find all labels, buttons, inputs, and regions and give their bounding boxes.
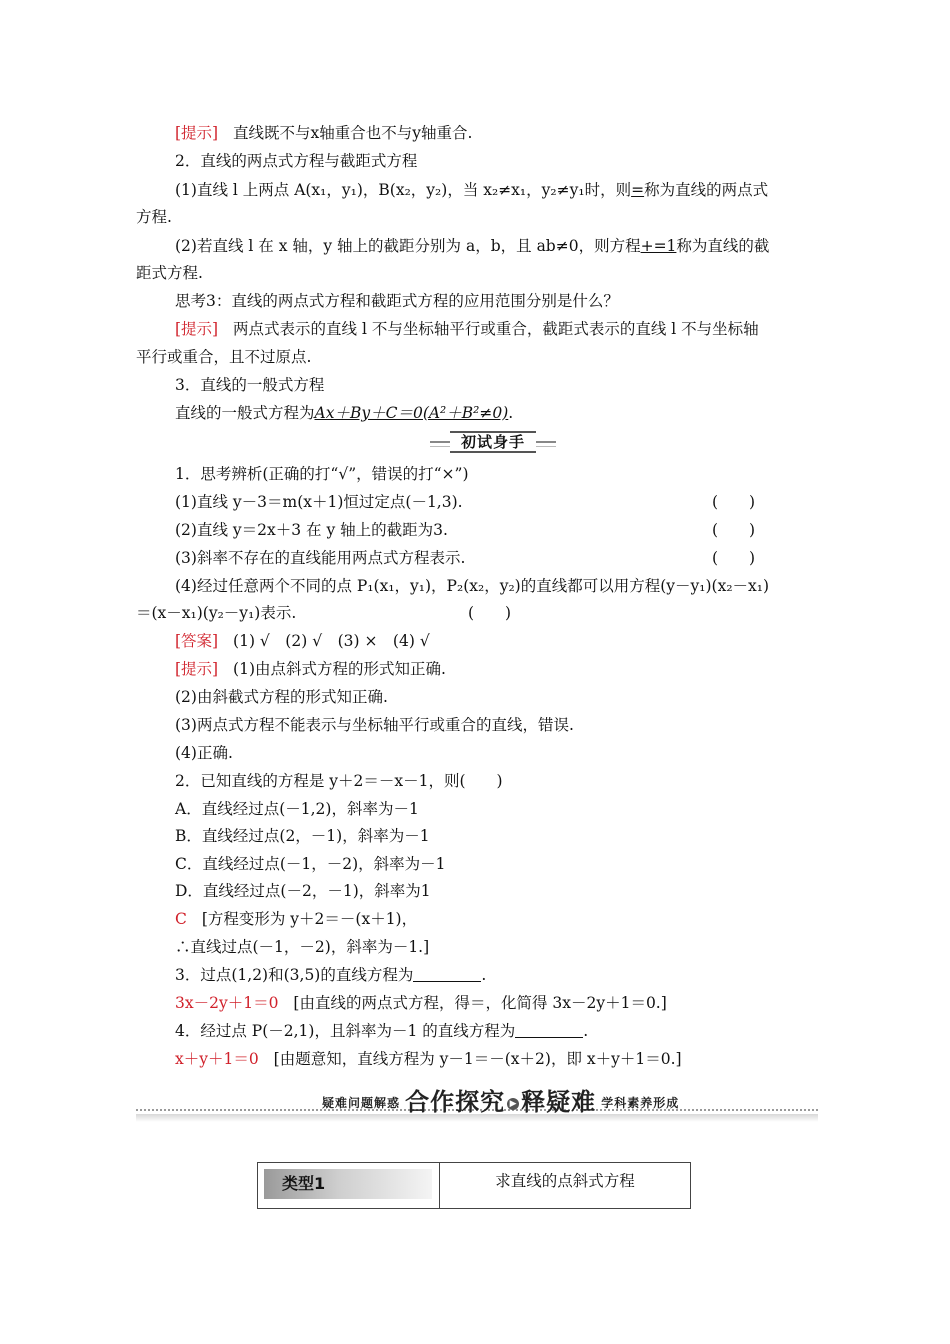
q2-solution-2: ∴直线过点(－1，－2)，斜率为－1.] [175, 938, 430, 956]
two-point-para-cont: 方程. [136, 208, 172, 226]
q3-text: 3．过点(1,2)和(3,5)的直线方程为 [175, 966, 414, 984]
q2-title: 2．已知直线的方程是 y＋2＝－x－1，则( ) [175, 772, 503, 790]
try-it-label: 初试身手 [450, 431, 536, 453]
q4-end: . [583, 1022, 589, 1040]
section-main-1: 合作探究 [405, 1088, 506, 1116]
section-left-label: 疑难问题解惑 [322, 1096, 401, 1110]
type-title: 求直线的点斜式方程 [495, 1172, 635, 1190]
hint-text: 直线既不与x轴重合也不与y轴重合. [233, 124, 473, 142]
arrow-icon: ▶ [507, 1098, 519, 1110]
q2-option-a: A．直线经过点(－1,2)，斜率为－1 [175, 800, 419, 818]
think-3: 思考3：直线的两点式方程和截距式方程的应用范围分别是什么？ [175, 292, 619, 310]
q1-hint-4: (4)正确. [175, 744, 233, 762]
section-header [136, 1082, 818, 1122]
hint-text: 两点式表示的直线 l 不与坐标轴平行或重合，截距式表示的直线 l 不与坐标轴 [233, 320, 759, 338]
q4-solution [175, 1049, 682, 1069]
intercept-text: (2)若直线 l 在 x 轴，y 轴上的截距分别为 a，b，且 ab≠0，则方程 [175, 237, 641, 255]
section-right-label: 学科素养形成 [601, 1096, 680, 1110]
q1-answer [175, 631, 430, 651]
intercept-formula: +=1 [640, 237, 677, 255]
q3-solution-text: [由直线的两点式方程，得＝，化简得 3x－2y＋1＝0.] [293, 994, 667, 1012]
hint-tag: [提示] [175, 124, 219, 142]
hint-tag: [提示] [175, 320, 219, 338]
general-form-end: . [508, 404, 514, 422]
answer-paren: ( ) [712, 521, 756, 539]
q2-solution-text: [方程变形为 y＋2＝－(x＋1)， [201, 910, 418, 928]
q3-title [175, 965, 486, 985]
q1-item-2: (2)直线 y＝2x＋3 在 y 轴上的截距为3. [175, 521, 448, 539]
section-header-text [322, 1082, 680, 1116]
answer-paren: ( ) [468, 604, 512, 622]
answer-paren: ( ) [712, 549, 756, 567]
q2-option-c: C．直线经过点(－1，－2)，斜率为－1 [175, 855, 446, 873]
answer-blank [515, 1023, 583, 1038]
intercept-para-cont: 距式方程. [136, 264, 203, 282]
q3-end: . [481, 966, 487, 984]
two-point-formula: = [631, 181, 645, 199]
answer-tag: [答案] [175, 632, 219, 650]
q4-solution-text: [由题意知，直线方程为 y－1＝－(x＋2)，即 x＋y＋1＝0.] [273, 1050, 682, 1068]
intercept-para [175, 236, 769, 256]
type-box [257, 1162, 691, 1209]
answer-paren: ( ) [712, 493, 756, 511]
hint-2-cont: 平行或重合，且不过原点. [136, 348, 312, 366]
answer-blank [413, 967, 481, 982]
q1-hint-2: (2)由斜截式方程的形式知正确. [175, 688, 388, 706]
answer-text: (1) √ (2) √ (3) × (4) √ [233, 632, 430, 650]
general-form-text: 直线的一般式方程为 [175, 404, 315, 422]
two-point-text: (1)直线 l 上两点 A(x₁，y₁)，B(x₂，y₂)，当 x₂≠x₁，y₂≠y₁时，则 [175, 181, 632, 199]
q2-option-b: B．直线经过点(2，－1)，斜率为－1 [175, 827, 430, 845]
two-point-para [175, 180, 768, 200]
type-tag: 类型1 [264, 1169, 432, 1199]
q2-answer: C [175, 910, 187, 928]
q1-item-1: (1)直线 y－3＝m(x＋1)恒过定点(－1,3). [175, 493, 463, 511]
q2-option-d: D．直线经过点(－2，－1)，斜率为1 [175, 882, 431, 900]
q4-answer: x＋y＋1＝0 [175, 1050, 259, 1068]
intercept-text-2: 称为直线的截 [676, 237, 770, 255]
general-form-para [175, 403, 513, 423]
q1-item-4: (4)经过任意两个不同的点 P₁(x₁，y₁)，P₂(x₂，y₂)的直线都可以用方程(y－y₁)(x₂－x₁) [175, 577, 770, 595]
section-3-title: 3．直线的一般式方程 [175, 376, 325, 394]
q1-title: 1．思考辨析(正确的打“√”，错误的打“×”) [175, 465, 469, 483]
q1-item-3: (3)斜率不存在的直线能用两点式方程表示. [175, 549, 466, 567]
q1-item-4-cont: ＝(x－x₁)(y₂－y₁)表示. [136, 604, 297, 622]
hint-tag: [提示] [175, 660, 219, 678]
general-form-formula: Ax＋By＋C＝0(A²＋B²≠0) [314, 404, 509, 422]
q1-hint [175, 659, 446, 679]
hint-2 [175, 319, 759, 339]
q3-solution [175, 993, 667, 1013]
q1-hint-3: (3)两点式方程不能表示与坐标轴平行或重合的直线，错误. [175, 716, 574, 734]
hint-1 [175, 123, 472, 143]
two-point-text-2: 称为直线的两点式 [644, 181, 769, 199]
section-2-title: 2．直线的两点式方程与截距式方程 [175, 152, 418, 170]
section-main-2: 释疑难 [521, 1088, 597, 1116]
q3-answer: 3x－2y＋1＝0 [175, 994, 279, 1012]
q2-solution [175, 909, 417, 929]
q4-text: 4．经过点 P(－2,1)，且斜率为－1 的直线方程为 [175, 1022, 516, 1040]
q4-title [175, 1021, 588, 1041]
try-it-banner [430, 431, 556, 453]
hint-text: (1)由点斜式方程的形式知正确. [233, 660, 446, 678]
